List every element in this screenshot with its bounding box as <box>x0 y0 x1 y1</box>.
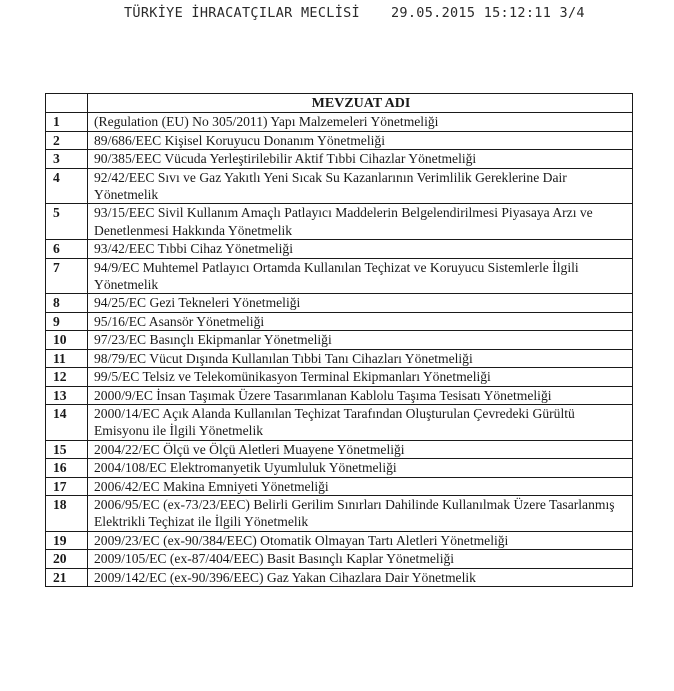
regulation-title: 99/5/EC Telsiz ve Telekomünikasyon Terminal Ekipmanları Yönetmeliği <box>88 368 633 386</box>
column-header-title: MEVZUAT ADI <box>88 94 633 113</box>
regulation-title: 2000/9/EC İnsan Taşımak Üzere Tasarımlanan Kablolu Taşıma Tesisatı Yönetmeliği <box>88 386 633 404</box>
column-header-number <box>46 94 88 113</box>
regulation-title: 92/42/EEC Sıvı ve Gaz Yakıtlı Yeni Sıcak Su Kazanlarının Verimlilik Gereklerine Dair Yönetmelik <box>88 168 633 204</box>
row-number: 9 <box>46 312 88 330</box>
table-row <box>46 168 633 204</box>
regulation-title: 2000/14/EC Açık Alanda Kullanılan Teçhizat Tarafından Oluşturulan Çevredeki Gürültü Emisyonu ile İlgili Yönetmelik <box>88 404 633 440</box>
regulation-table <box>45 93 633 587</box>
fax-header <box>0 5 674 25</box>
regulation-title: 95/16/EC Asansör Yönetmeliği <box>88 312 633 330</box>
regulation-title: 90/385/EEC Vücuda Yerleştirilebilir Aktif Tıbbi Cihazlar Yönetmeliği <box>88 150 633 168</box>
row-number: 16 <box>46 459 88 477</box>
table-row <box>46 131 633 149</box>
row-number: 19 <box>46 531 88 549</box>
table-row <box>46 531 633 549</box>
regulation-title: 2006/42/EC Makina Emniyeti Yönetmeliği <box>88 477 633 495</box>
table-row <box>46 204 633 240</box>
table-row <box>46 568 633 586</box>
table-row <box>46 331 633 349</box>
table-row <box>46 312 633 330</box>
regulation-title: 2009/142/EC (ex-90/396/EEC) Gaz Yakan Cihazlara Dair Yönetmelik <box>88 568 633 586</box>
table-row <box>46 349 633 367</box>
row-number: 5 <box>46 204 88 240</box>
regulation-title: 2006/95/EC (ex-73/23/EEC) Belirli Gerilim Sınırları Dahilinde Kullanılmak Üzere Tasarlanmış Elektrikli Teçhizat ile İlgili Yönetmelik <box>88 495 633 531</box>
table-row <box>46 113 633 131</box>
row-number: 14 <box>46 404 88 440</box>
table-row <box>46 550 633 568</box>
table-row <box>46 386 633 404</box>
table-row <box>46 404 633 440</box>
regulation-title: (Regulation (EU) No 305/2011) Yapı Malzemeleri Yönetmeliği <box>88 113 633 131</box>
regulation-title: 89/686/EEC Kişisel Koruyucu Donanım Yönetmeliği <box>88 131 633 149</box>
regulation-title: 94/25/EC Gezi Tekneleri Yönetmeliği <box>88 294 633 312</box>
row-number: 20 <box>46 550 88 568</box>
row-number: 8 <box>46 294 88 312</box>
row-number: 12 <box>46 368 88 386</box>
row-number: 10 <box>46 331 88 349</box>
regulation-title: 2009/23/EC (ex-90/384/EEC) Otomatik Olmayan Tartı Aletleri Yönetmeliği <box>88 531 633 549</box>
regulation-title: 94/9/EC Muhtemel Patlayıcı Ortamda Kullanılan Teçhizat ve Koruyucu Sistemlerle İlgili Yönetmelik <box>88 258 633 294</box>
row-number: 13 <box>46 386 88 404</box>
row-number: 1 <box>46 113 88 131</box>
row-number: 15 <box>46 440 88 458</box>
table-row <box>46 240 633 258</box>
row-number: 3 <box>46 150 88 168</box>
regulation-title: 2004/22/EC Ölçü ve Ölçü Aletleri Muayene Yönetmeliği <box>88 440 633 458</box>
table-row <box>46 477 633 495</box>
table-row <box>46 258 633 294</box>
row-number: 6 <box>46 240 88 258</box>
row-number: 21 <box>46 568 88 586</box>
regulation-title: 93/15/EEC Sivil Kullanım Amaçlı Patlayıcı Maddelerin Belgelendirilmesi Piyasaya Arzı ve Denetlenmesi Hakkında Yönetmelik <box>88 204 633 240</box>
regulation-title: 2009/105/EC (ex-87/404/EEC) Basit Basınçlı Kaplar Yönetmeliği <box>88 550 633 568</box>
row-number: 17 <box>46 477 88 495</box>
table-row <box>46 150 633 168</box>
row-number: 2 <box>46 131 88 149</box>
table-body <box>46 113 633 587</box>
table-header-row <box>46 94 633 113</box>
row-number: 7 <box>46 258 88 294</box>
table-row <box>46 440 633 458</box>
fax-sender: TÜRKİYE İHRACATÇILAR MECLİSİ <box>124 5 360 21</box>
table-row <box>46 294 633 312</box>
row-number: 11 <box>46 349 88 367</box>
row-number: 4 <box>46 168 88 204</box>
regulation-title: 98/79/EC Vücut Dışında Kullanılan Tıbbi Tanı Cihazları Yönetmeliği <box>88 349 633 367</box>
regulation-title: 97/23/EC Basınçlı Ekipmanlar Yönetmeliği <box>88 331 633 349</box>
table-row <box>46 368 633 386</box>
regulation-title: 93/42/EEC Tıbbi Cihaz Yönetmeliği <box>88 240 633 258</box>
regulation-title: 2004/108/EC Elektromanyetik Uyumluluk Yönetmeliği <box>88 459 633 477</box>
table-row <box>46 495 633 531</box>
fax-timestamp: 29.05.2015 15:12:11 3/4 <box>391 5 585 21</box>
row-number: 18 <box>46 495 88 531</box>
table-row <box>46 459 633 477</box>
